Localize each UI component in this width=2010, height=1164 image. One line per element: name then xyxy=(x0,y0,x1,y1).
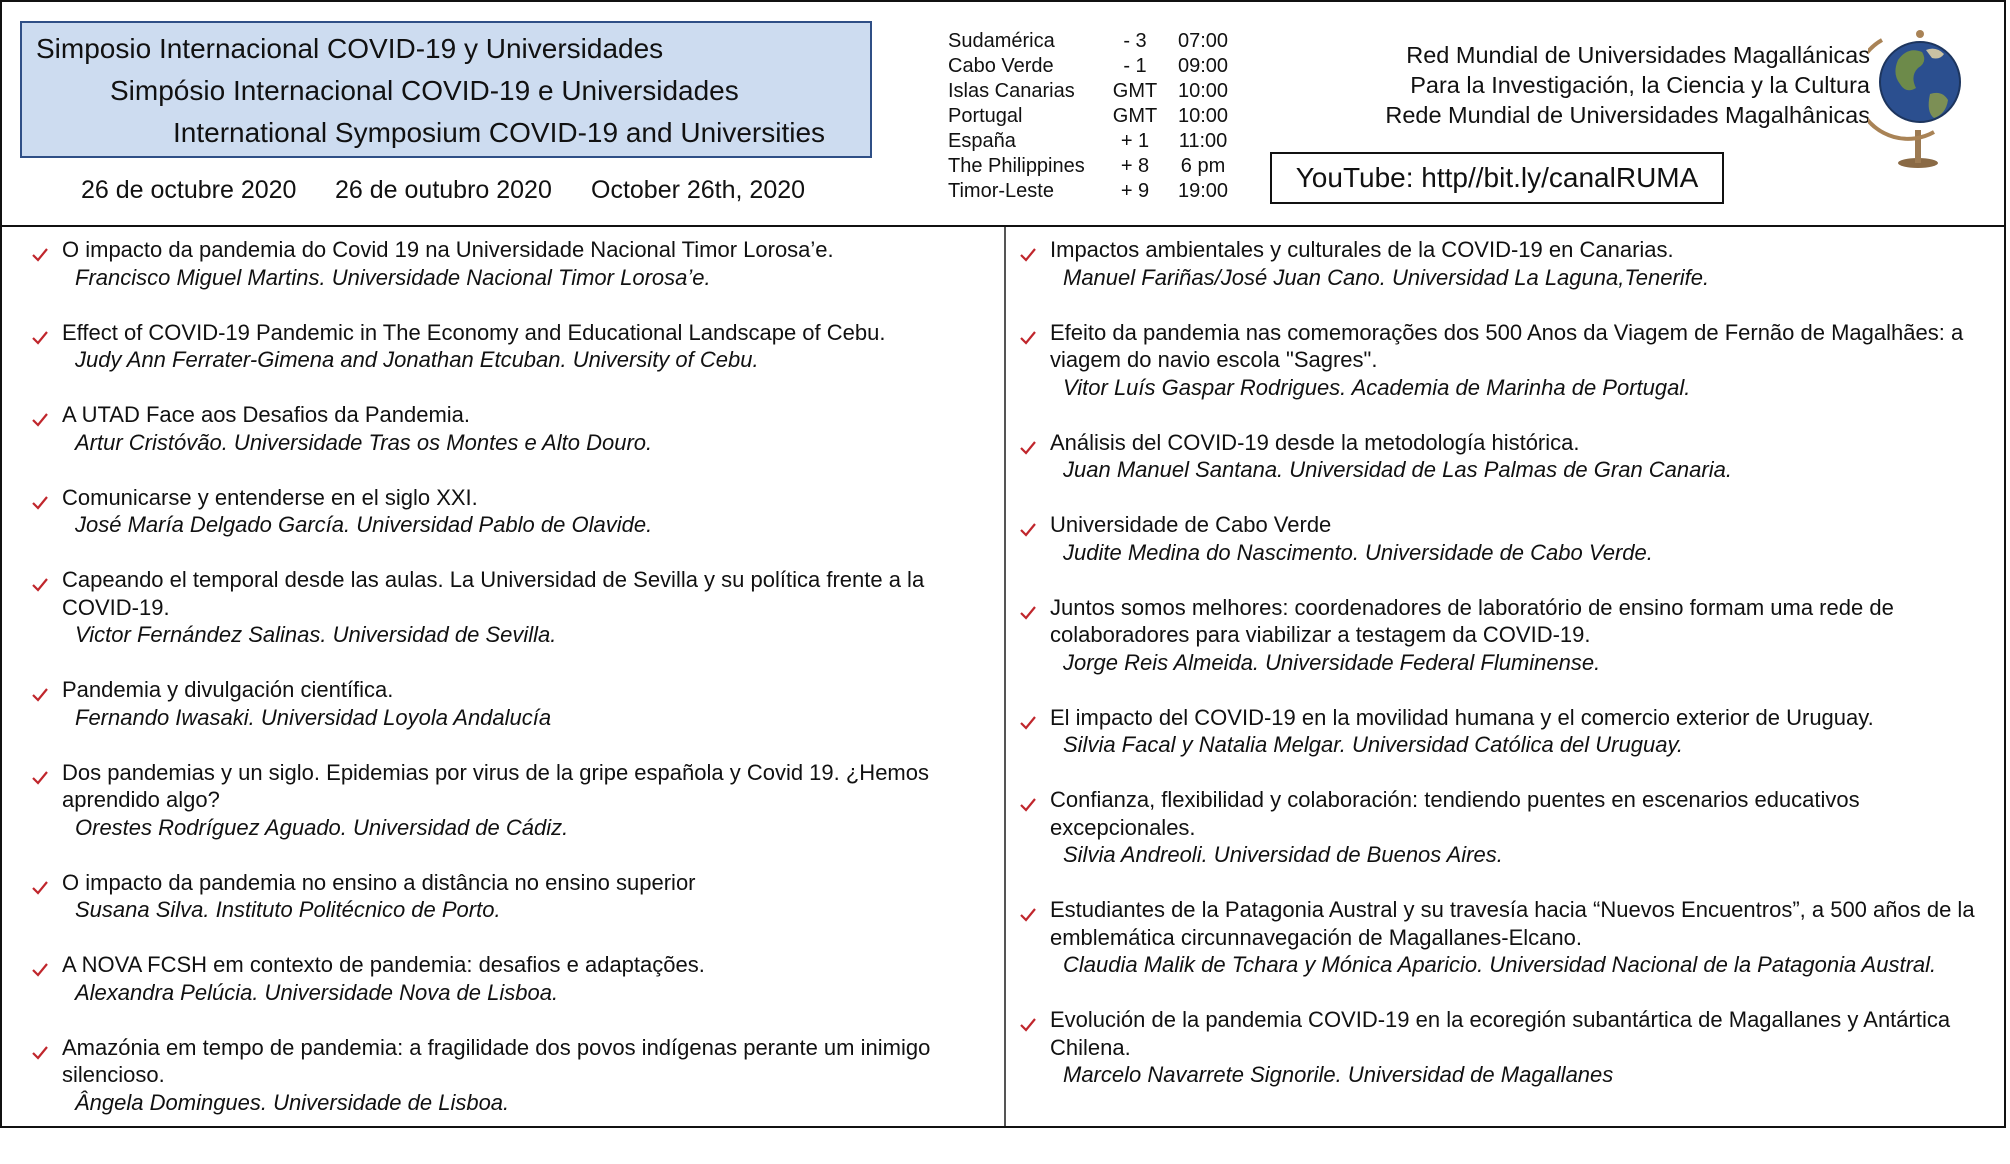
timezone-offset: + 8 xyxy=(1120,155,1150,177)
check-icon xyxy=(32,496,48,510)
talk-author: Juan Manuel Santana. Universidad de Las Palmas de Gran Canaria. xyxy=(1063,457,1732,482)
talk-author: Marcelo Navarrete Signorile. Universidad de Magallanes xyxy=(1063,1062,1614,1087)
timezone-offset: + 9 xyxy=(1120,180,1150,202)
talk-item xyxy=(32,484,992,539)
talk-author: Manuel Fariñas/José Juan Cano. Universidad La Laguna,Tenerife. xyxy=(1063,264,1710,290)
talk-author: Jorge Reis Almeida. Universidade Federal Fluminense. xyxy=(1063,649,1601,675)
title-spanish: Simposio Internacional COVID-19 y Universidades xyxy=(36,33,664,64)
title-portuguese: Simpósio Internacional COVID-19 e Universidades xyxy=(110,75,739,106)
talk-author: Orestes Rodríguez Aguado. Universidad de Cádiz. xyxy=(75,814,569,840)
check-icon xyxy=(32,1046,48,1060)
date-english: October 26th, 2020 xyxy=(591,176,806,204)
timezone-offset: - 3 xyxy=(1123,30,1147,52)
talk-item xyxy=(32,869,992,924)
talks-right-column xyxy=(1020,236,2000,1116)
talk-title: Universidade de Cabo Verde xyxy=(1050,512,1332,537)
talk-title: O impacto da pandemia no ensino a distância no ensino superior xyxy=(62,869,696,895)
talk-title: Dos pandemias y un siglo. Epidemias por virus de la gripe española y Covid 19. ¿Hemos aprendido algo? xyxy=(62,759,929,812)
network-line: Red Mundial de Universidades Magallánicas xyxy=(1406,42,1870,68)
talk-title: Juntos somos melhores: coordenadores de laboratório de ensino formam uma rede de colaboradores para viabilizar a testagem da COVID-19. xyxy=(1050,594,1894,647)
talk-item xyxy=(1020,1006,2000,1089)
timezone-time: 10:00 xyxy=(1177,105,1229,127)
talk-author: Victor Fernández Salinas. Universidad de Sevilla. xyxy=(75,622,557,647)
timezone-name: Cabo Verde xyxy=(948,55,1054,77)
timezone-time: 10:00 xyxy=(1177,80,1229,102)
talk-title: A UTAD Face aos Desafios da Pandemia. xyxy=(62,402,471,427)
globe-icon xyxy=(1868,10,1968,170)
talk-title: Amazónia em tempo de pandemia: a fragilidade dos povos indígenas perante um inimigo silencioso. xyxy=(62,1034,931,1087)
youtube-link[interactable]: YouTube: http//bit.ly/canalRUMA xyxy=(1270,152,1724,204)
talk-author: José María Delgado García. Universidad Pablo de Olavide. xyxy=(75,512,653,537)
talk-item xyxy=(32,236,992,291)
talk-item xyxy=(1020,896,2000,979)
talk-title: Comunicarse y entenderse en el siglo XXI. xyxy=(62,484,478,510)
talk-author: Susana Silva. Instituto Politécnico de Porto. xyxy=(75,897,501,922)
talk-title: Evolución de la pandemia COVID-19 en la ecoregión subantártica de Magallanes y Antártica Chilena. xyxy=(1050,1007,1951,1060)
talks-left-column xyxy=(32,236,992,1144)
talk-title: Capeando el temporal desde las aulas. La Universidad de Sevilla y su política frente a la COVID-19. xyxy=(62,567,925,620)
talk-title: Estudiantes de la Patagonia Austral y su travesía hacia “Nuevos Encuentros”, a 500 años de la emblemática circunnavegación de Magallanes-Elcano. xyxy=(1050,897,1975,950)
talk-item xyxy=(32,951,992,1006)
timezone-offset: + 1 xyxy=(1120,130,1150,152)
check-icon xyxy=(32,331,48,345)
talk-item xyxy=(1020,704,2000,759)
timezone-name: Timor-Leste xyxy=(948,180,1054,202)
talk-author: Alexandra Pelúcia. Universidade Nova de Lisboa. xyxy=(75,979,559,1005)
timezone-offset: GMT xyxy=(1112,105,1158,127)
talk-author: Fernando Iwasaki. Universidad Loyola Andalucía xyxy=(75,704,552,730)
check-icon xyxy=(1020,248,1036,262)
talk-title: Pandemia y divulgación científica. xyxy=(62,677,394,702)
talk-author: Judite Medina do Nascimento. Universidade de Cabo Verde. xyxy=(1063,539,1653,565)
timezone-offset: - 1 xyxy=(1123,55,1147,77)
check-icon xyxy=(1020,606,1036,620)
talk-item xyxy=(32,1034,992,1117)
date-spanish: 26 de octubre 2020 xyxy=(81,176,297,204)
check-icon xyxy=(1020,1018,1036,1032)
talk-author: Ângela Domingues. Universidade de Lisboa. xyxy=(75,1089,510,1115)
talk-title: El impacto del COVID-19 en la movilidad humana y el comercio exterior de Uruguay. xyxy=(1050,704,1874,730)
column-divider xyxy=(1004,227,1006,1126)
talk-author: Artur Cristóvão. Universidade Tras os Montes e Alto Douro. xyxy=(75,429,653,455)
talk-item xyxy=(1020,319,2000,402)
talk-title: A NOVA FCSH em contexto de pandemia: desafios e adaptações. xyxy=(62,952,705,977)
check-icon xyxy=(32,688,48,702)
timezone-name: The Philippines xyxy=(948,155,1085,177)
timezone-name: Sudamérica xyxy=(948,30,1055,52)
talk-title: Confianza, flexibilidad y colaboración: tendiendo puentes en escenarios educativos excepcionales. xyxy=(1050,787,1860,840)
check-icon xyxy=(1020,716,1036,730)
check-icon xyxy=(32,881,48,895)
talk-item xyxy=(32,319,992,374)
talk-author: Judy Ann Ferrater-Gimena and Jonathan Etcuban. University of Cebu. xyxy=(75,347,759,372)
timezone-time: 11:00 xyxy=(1178,130,1228,152)
title-english: International Symposium COVID-19 and Universities xyxy=(173,117,826,148)
talk-item xyxy=(1020,429,2000,484)
timezone-time: 6 pm xyxy=(1180,155,1226,177)
talk-item xyxy=(1020,594,2000,677)
timezone-name: Islas Canarias xyxy=(948,80,1075,102)
timezone-time: 19:00 xyxy=(1177,180,1229,202)
talk-author: Francisco Miguel Martins. Universidade Nacional Timor Lorosa’e. xyxy=(75,264,711,290)
check-icon xyxy=(32,963,48,977)
talk-author: Vitor Luís Gaspar Rodrigues. Academia de Marinha de Portugal. xyxy=(1063,374,1691,400)
talk-title: O impacto da pandemia do Covid 19 na Universidade Nacional Timor Lorosa’e. xyxy=(62,237,834,262)
header-divider xyxy=(0,225,2006,227)
check-icon xyxy=(32,248,48,262)
network-line: Para la Investigación, la Ciencia y la Cultura xyxy=(1410,72,1870,98)
talk-item xyxy=(32,566,992,649)
check-icon xyxy=(1020,441,1036,455)
talk-author: Silvia Facal y Natalia Melgar. Universidad Católica del Uruguay. xyxy=(1063,732,1683,757)
talk-author: Claudia Malik de Tchara y Mónica Aparicio. Universidad Nacional de la Patagonia Austral. xyxy=(1063,952,1937,977)
talk-item xyxy=(32,759,992,842)
title-box xyxy=(20,21,872,158)
check-icon xyxy=(32,771,48,785)
talk-item xyxy=(32,401,992,456)
network-name xyxy=(1385,40,1870,130)
date-portuguese: 26 de outubro 2020 xyxy=(335,176,552,204)
check-icon xyxy=(32,578,48,592)
talk-title: Effect of COVID-19 Pandemic in The Economy and Educational Landscape of Cebu. xyxy=(62,319,886,345)
check-icon xyxy=(1020,523,1036,537)
talk-item xyxy=(1020,511,2000,566)
check-icon xyxy=(1020,331,1036,345)
talk-item xyxy=(1020,786,2000,869)
check-icon xyxy=(32,413,48,427)
timezone-time: 09:00 xyxy=(1177,55,1229,77)
talk-item xyxy=(32,676,992,731)
talk-title: Análisis del COVID-19 desde la metodología histórica. xyxy=(1050,429,1580,455)
talk-title: Efeito da pandemia nas comemorações dos 500 Anos da Viagem de Fernão de Magalhães: a viagem do navio escola "Sagres". xyxy=(1050,319,1964,372)
timezone-time: 07:00 xyxy=(1177,30,1229,52)
check-icon xyxy=(1020,908,1036,922)
network-line: Rede Mundial de Universidades Magalhânicas xyxy=(1385,102,1870,128)
talk-title: Impactos ambientales y culturales de la COVID-19 en Canarias. xyxy=(1050,237,1674,262)
timezone-offset: GMT xyxy=(1112,80,1158,102)
timezone-name: España xyxy=(948,130,1016,152)
talk-author: Silvia Andreoli. Universidad de Buenos Aires. xyxy=(1063,842,1503,867)
talk-item xyxy=(1020,236,2000,291)
check-icon xyxy=(1020,798,1036,812)
timezone-name: Portugal xyxy=(948,105,1023,127)
